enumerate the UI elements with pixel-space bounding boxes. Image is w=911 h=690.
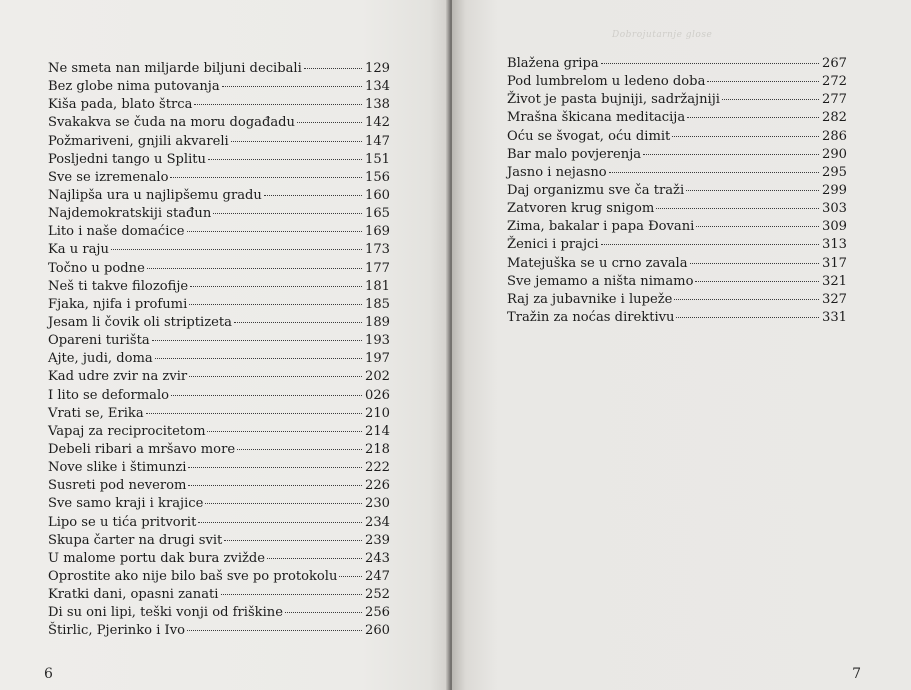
toc-leader-dots — [676, 317, 819, 318]
toc-entry-page: 282 — [822, 110, 847, 126]
toc-entry — [507, 164, 847, 182]
toc-entry-title: Skupa čarter na drugi svit — [48, 532, 223, 548]
toc-entry-page: 165 — [365, 206, 390, 222]
toc-entry — [507, 146, 847, 164]
right-toc-list — [507, 55, 847, 327]
toc-entry-page: 286 — [822, 128, 847, 144]
toc-entry-page: 185 — [365, 296, 390, 312]
toc-entry-title: Točno u podne — [48, 260, 145, 276]
toc-entry — [48, 550, 390, 568]
toc-entry-title: Jesam li čovik oli striptizeta — [48, 314, 232, 330]
toc-entry-page: 160 — [365, 187, 390, 203]
toc-entry-title: Opareni turišta — [48, 333, 150, 349]
toc-entry-title: Mrašna škicana meditacija — [507, 110, 686, 126]
toc-entry-page: 226 — [365, 478, 390, 494]
toc-entry — [48, 241, 390, 259]
toc-entry — [48, 586, 390, 604]
toc-leader-dots — [188, 485, 362, 486]
toc-entry-page: 026 — [365, 387, 390, 403]
toc-entry — [48, 205, 390, 223]
toc-leader-dots — [687, 117, 819, 118]
toc-entry-page: 177 — [365, 260, 390, 276]
toc-entry-title: U malome portu dak bura zviždе — [48, 550, 266, 566]
toc-entry-page: 290 — [822, 146, 847, 162]
toc-entry-title: Posljedni tango u Splitu — [48, 151, 206, 167]
toc-leader-dots — [189, 376, 362, 377]
toc-entry-page: 309 — [822, 219, 847, 235]
toc-entry-page: 272 — [822, 74, 847, 90]
toc-entry — [48, 514, 390, 532]
toc-entry — [507, 291, 847, 309]
toc-entry-title: Sve se izremenalo — [48, 169, 169, 185]
toc-entry — [48, 423, 390, 441]
toc-entry-title: Najlipša ura u najlipšemu gradu — [48, 187, 262, 203]
toc-entry — [48, 532, 390, 550]
toc-leader-dots — [147, 268, 362, 269]
toc-entry — [48, 133, 390, 151]
right-page-number: 7 — [852, 666, 861, 682]
toc-leader-dots — [267, 558, 362, 559]
toc-leader-dots — [686, 190, 819, 191]
toc-entry-title: Oću se švogat, oću dimit — [507, 128, 671, 144]
toc-entry — [48, 387, 390, 405]
toc-entry-page: 252 — [365, 587, 390, 603]
toc-entry — [507, 200, 847, 218]
toc-entry — [48, 332, 390, 350]
toc-leader-dots — [187, 231, 363, 232]
toc-entry-title: Pod lumbrelom u ledeno doba — [507, 74, 706, 90]
toc-entry-page: 331 — [822, 309, 847, 325]
toc-entry-page: 256 — [365, 605, 390, 621]
toc-entry-page: 234 — [365, 514, 390, 530]
toc-entry-title: Ženici i prajci — [507, 237, 599, 253]
toc-leader-dots — [237, 449, 362, 450]
toc-entry-title: Vrati se, Erika — [48, 405, 144, 421]
toc-entry-page: 222 — [365, 460, 390, 476]
toc-entry-title: Neš ti takve filozofije — [48, 278, 189, 294]
toc-entry — [507, 128, 847, 146]
toc-entry — [48, 278, 390, 296]
toc-leader-dots — [188, 467, 362, 468]
toc-entry — [48, 568, 390, 586]
toc-entry-title: Zima, bakalar i papa Đovani — [507, 219, 695, 235]
right-page — [452, 0, 911, 690]
toc-leader-dots — [339, 576, 362, 577]
toc-leader-dots — [695, 281, 819, 282]
toc-leader-dots — [207, 431, 362, 432]
toc-entry-title: Požmariveni, gnjili akvareli — [48, 133, 229, 149]
toc-entry — [48, 169, 390, 187]
toc-leader-dots — [297, 122, 362, 123]
left-toc-list — [48, 60, 390, 641]
toc-entry — [48, 78, 390, 96]
toc-leader-dots — [601, 63, 819, 64]
toc-leader-dots — [601, 244, 819, 245]
toc-entry-title: Debeli ribari a mršavo more — [48, 441, 236, 457]
toc-entry — [48, 622, 390, 640]
toc-entry-page: 267 — [822, 56, 847, 71]
toc-leader-dots — [722, 99, 819, 100]
toc-entry-title: Svakakva se čuda na moru događadu — [48, 115, 295, 131]
toc-entry-title: Raj za jubavnike i lupeže — [507, 291, 673, 307]
toc-entry-page: 210 — [365, 405, 390, 421]
toc-entry-page: 260 — [365, 623, 390, 639]
toc-entry-title: Bar malo povjerenja — [507, 146, 642, 162]
toc-entry-title: I lito se deformalo — [48, 387, 170, 403]
toc-entry — [507, 273, 847, 291]
toc-entry-title: Susreti pod neverom — [48, 478, 187, 494]
left-page — [0, 0, 452, 690]
toc-entry-page: 189 — [365, 314, 390, 330]
toc-entry-page: 202 — [365, 369, 390, 385]
toc-leader-dots — [222, 86, 362, 87]
left-page-number: 6 — [44, 666, 53, 682]
toc-entry-title: Blažena gripa — [507, 56, 599, 71]
toc-entry-title: Najdemokratskiji stađun — [48, 206, 212, 222]
toc-entry — [507, 182, 847, 200]
toc-entry — [48, 477, 390, 495]
toc-entry-page: 321 — [822, 273, 847, 289]
toc-entry-page: 138 — [365, 97, 390, 113]
toc-entry-page: 317 — [822, 255, 847, 271]
toc-entry — [48, 223, 390, 241]
toc-entry-page: 247 — [365, 568, 390, 584]
toc-entry-title: Daj organizmu sve ča traži — [507, 182, 685, 198]
toc-leader-dots — [221, 594, 363, 595]
toc-entry-title: Bez globe nima putovanja — [48, 79, 220, 95]
toc-entry — [507, 309, 847, 327]
toc-entry-page: 214 — [365, 423, 390, 439]
toc-entry — [48, 187, 390, 205]
toc-entry — [48, 96, 390, 114]
toc-entry-page: 277 — [822, 92, 847, 108]
toc-entry-title: Ajte, judi, doma — [48, 351, 153, 367]
toc-entry-title: Jasno i nejasno — [507, 164, 607, 180]
toc-entry-page: 327 — [822, 291, 847, 307]
toc-entry — [507, 218, 847, 236]
toc-entry-page: 147 — [365, 133, 390, 149]
toc-entry — [48, 296, 390, 314]
toc-entry-page: 197 — [365, 351, 390, 367]
toc-entry-title: Sve jemamo a ništa nimamo — [507, 273, 694, 289]
toc-leader-dots — [189, 304, 362, 305]
toc-entry-page: 134 — [365, 79, 390, 95]
toc-leader-dots — [672, 136, 819, 137]
toc-leader-dots — [224, 540, 362, 541]
toc-entry-page: 142 — [365, 115, 390, 131]
toc-leader-dots — [155, 358, 362, 359]
toc-entry-title: Di su oni lipi, teški vonji od friškine — [48, 605, 283, 621]
toc-leader-dots — [696, 226, 819, 227]
toc-entry — [507, 109, 847, 127]
toc-leader-dots — [170, 177, 362, 178]
toc-entry-title: Tražin za noćas direktivu — [507, 309, 675, 325]
toc-entry — [48, 151, 390, 169]
toc-entry — [48, 604, 390, 622]
toc-entry-title: Kratki dani, opasni zanati — [48, 587, 219, 603]
toc-leader-dots — [208, 159, 362, 160]
toc-entry — [48, 368, 390, 386]
toc-entry-page: 295 — [822, 164, 847, 180]
toc-entry — [507, 91, 847, 109]
toc-entry — [48, 495, 390, 513]
toc-entry-title: Lipo se u tića pritvorit — [48, 514, 197, 530]
toc-entry-page: 239 — [365, 532, 390, 548]
toc-entry — [48, 350, 390, 368]
toc-entry-page: 169 — [365, 224, 390, 240]
toc-entry-page: 299 — [822, 182, 847, 198]
toc-entry-page: 129 — [365, 61, 390, 76]
toc-entry — [48, 441, 390, 459]
toc-leader-dots — [187, 630, 362, 631]
toc-leader-dots — [146, 413, 362, 414]
toc-leader-dots — [111, 249, 362, 250]
toc-entry-title: Nove slike i štimunzi — [48, 460, 187, 476]
toc-leader-dots — [234, 322, 362, 323]
toc-entry — [48, 60, 390, 78]
toc-entry — [48, 405, 390, 423]
toc-entry-page: 193 — [365, 333, 390, 349]
toc-leader-dots — [643, 154, 819, 155]
toc-leader-dots — [198, 522, 362, 523]
toc-entry-page: 156 — [365, 169, 390, 185]
toc-entry-page: 181 — [365, 278, 390, 294]
toc-entry-title: Ka u raju — [48, 242, 109, 258]
running-head: Dobrojutarnje glosе — [612, 30, 713, 40]
toc-entry — [48, 314, 390, 332]
toc-entry-title: Kiša pada, blato štrca — [48, 97, 193, 113]
toc-leader-dots — [285, 612, 362, 613]
toc-entry-page: 303 — [822, 201, 847, 217]
toc-entry-title: Lito i naše domaćice — [48, 224, 185, 240]
toc-entry-title: Matejuška se u crno zavala — [507, 255, 688, 271]
toc-entry-title: Oprostite ako nije bilo baš sve po protokolu — [48, 568, 338, 584]
toc-leader-dots — [609, 172, 819, 173]
toc-entry-title: Kad udre zvir na zvir — [48, 369, 188, 385]
toc-entry-title: Zatvoren krug snigom — [507, 201, 655, 217]
toc-entry — [48, 260, 390, 278]
toc-entry-page: 173 — [365, 242, 390, 258]
toc-entry — [48, 114, 390, 132]
toc-entry-page: 230 — [365, 496, 390, 512]
toc-entry-page: 313 — [822, 237, 847, 253]
toc-leader-dots — [656, 208, 819, 209]
toc-entry — [507, 73, 847, 91]
toc-entry — [507, 55, 847, 73]
toc-leader-dots — [205, 503, 362, 504]
toc-leader-dots — [152, 340, 362, 341]
toc-leader-dots — [690, 263, 819, 264]
toc-leader-dots — [190, 286, 362, 287]
toc-entry-title: Fjaka, njifa i profumi — [48, 296, 188, 312]
toc-leader-dots — [707, 81, 819, 82]
toc-leader-dots — [194, 104, 362, 105]
toc-leader-dots — [304, 68, 362, 69]
toc-entry-title: Vapaj za reciprocitetom — [48, 423, 206, 439]
toc-entry-page: 151 — [365, 151, 390, 167]
toc-entry-title: Ne smeta nan miljarde biljuni decibali — [48, 61, 302, 76]
toc-entry-page: 243 — [365, 550, 390, 566]
toc-entry-title: Sve samo kraji i krajice — [48, 496, 204, 512]
toc-entry — [507, 236, 847, 254]
toc-leader-dots — [171, 395, 362, 396]
toc-leader-dots — [213, 213, 362, 214]
toc-entry-title: Štirlic, Pjerinko i Ivo — [48, 623, 185, 639]
toc-entry-page: 218 — [365, 441, 390, 457]
toc-entry-title: Život je pasta bujniji, sadržajniji — [507, 92, 720, 108]
toc-leader-dots — [231, 141, 362, 142]
toc-leader-dots — [264, 195, 362, 196]
toc-leader-dots — [674, 299, 819, 300]
toc-entry — [507, 255, 847, 273]
toc-entry — [48, 459, 390, 477]
